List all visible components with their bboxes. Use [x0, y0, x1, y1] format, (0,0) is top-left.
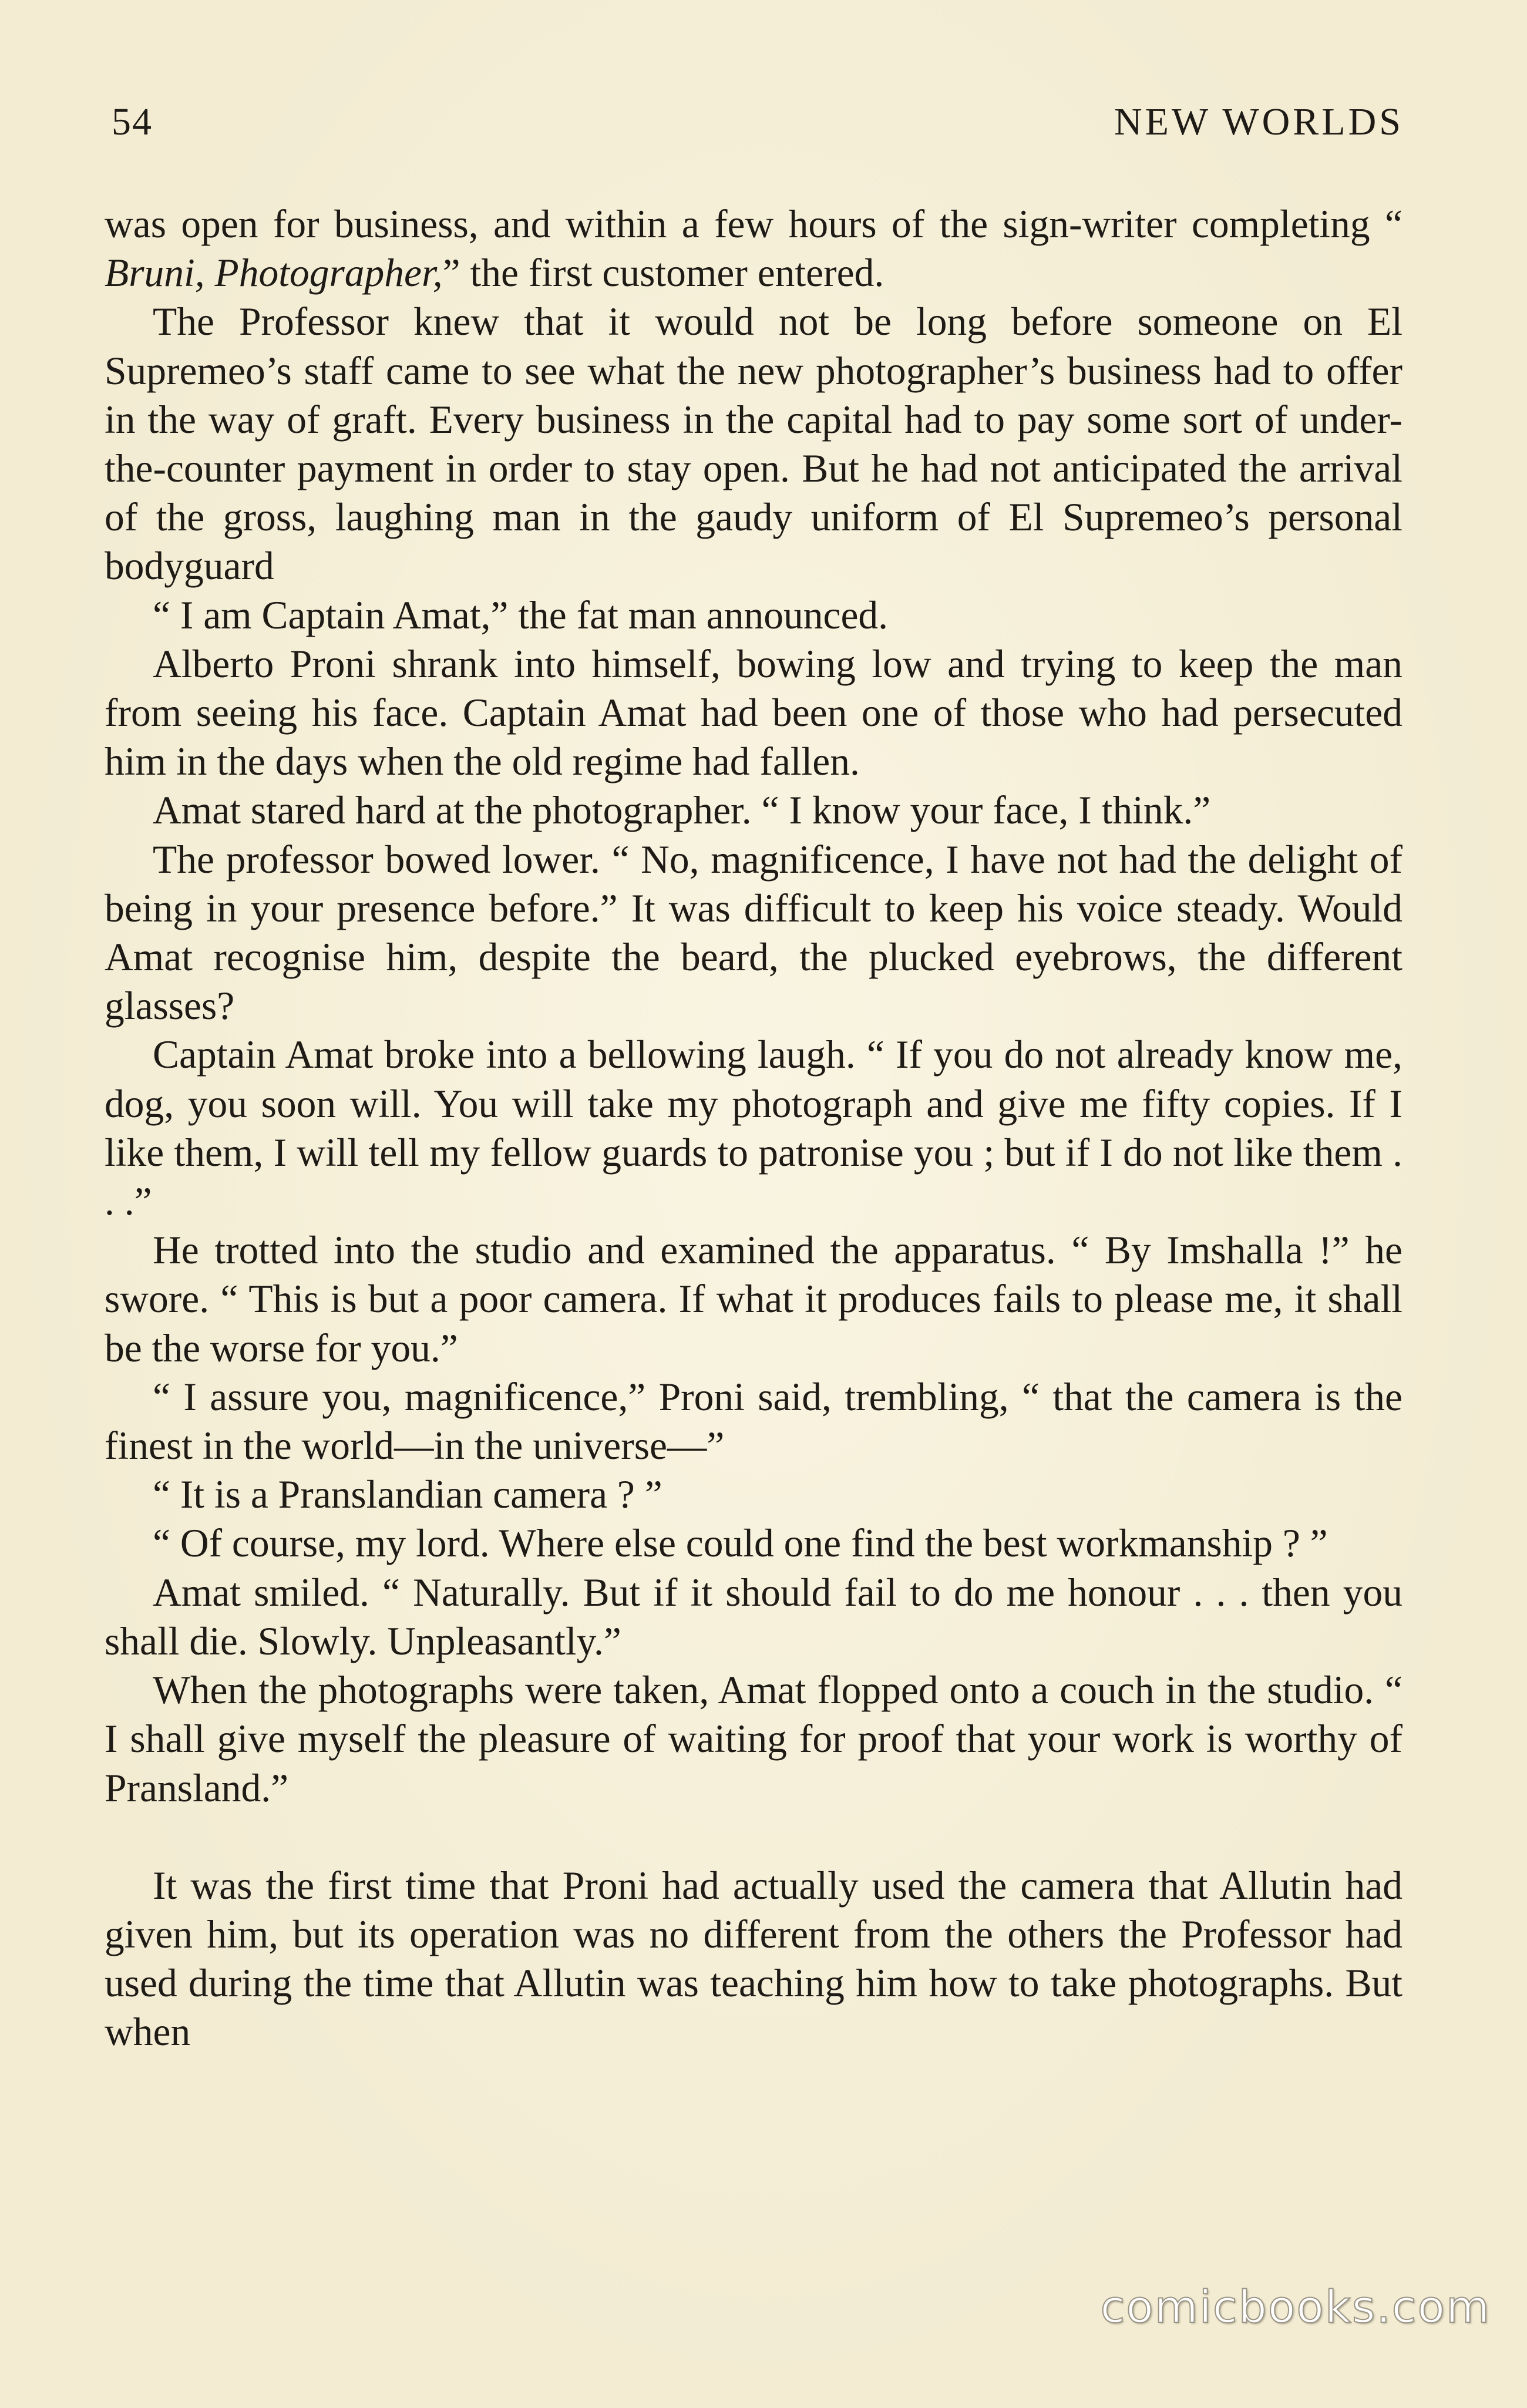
page-header: [112, 100, 1404, 164]
sign-title-italic: Bruni, Photographer,: [105, 251, 443, 295]
paragraph-3: “ I am Captain Amat,” the fat man announced.: [153, 593, 889, 637]
page-number: 54: [112, 100, 153, 143]
paragraph-1-end: ” the first customer entered.: [442, 251, 884, 295]
paragraph-2: The Professor knew that it would not be long before someone on El Supremeo’s staff came to see what the new photographer’s business had to offer in the way of graft. Every business in the capital had to pay some sort of under-the-counter payment in order to stay open. But he had not anticipated the arrival of the gross, laughing man in the gaudy uniform of El Supremeo’s personal bodyguard: [105, 300, 1402, 588]
paragraph-7: Captain Amat broke into a bellowing laugh. “ If you do not already know me, dog, you soon will. You will take my photograph and give me fifty copies. If I like them, I will tell my fellow guards to patronise you ; but if I do not like them . . .”: [105, 1033, 1402, 1224]
paragraph-6: The professor bowed lower. “ No, magnificence, I have not had the delight of being in your presence before.” It was difficult to keep his voice steady. Would Amat recognise him, despite the beard, the plucked eyebrows, the different glasses?: [105, 837, 1402, 1028]
paragraph-1-start: was open for business, and within a few hours of the sign-writer completing “: [105, 202, 1402, 246]
paragraph-11: “ Of course, my lord. Where else could one find the best workmanship ? ”: [153, 1521, 1328, 1566]
paragraph-14: It was the first time that Proni had actually used the camera that Allutin had given him, but its operation was no different from the others the Professor had used during the time that Allutin was teaching him how to take photographs. But when: [105, 1863, 1402, 2054]
paragraph-9: “ I assure you, magnificence,” Proni said, trembling, “ that the camera is the finest in the world—in the universe—”: [105, 1374, 1402, 1468]
paragraph-13: When the photographs were taken, Amat flopped onto a couch in the studio. “ I shall give myself the pleasure of waiting for proof that your work is worthy of Pransland.”: [105, 1668, 1402, 1810]
paragraph-12: Amat smiled. “ Naturally. But if it should fail to do me honour . . . then you shall die. Slowly. Unpleasantly.”: [105, 1570, 1402, 1663]
paragraph-10: “ It is a Pranslandian camera ? ”: [153, 1472, 662, 1517]
paragraph-1: [105, 200, 1402, 297]
paragraph-4: Alberto Proni shrank into himself, bowing low and trying to keep the man from seeing his face. Captain Amat had been one of those who had persecuted him in the days when the old regime had fallen.: [105, 641, 1402, 784]
running-head: NEW WORLDS: [1114, 100, 1404, 143]
site-watermark: comicbooks.com: [1100, 2281, 1491, 2333]
paragraph-5: Amat stared hard at the photographer. “ I know your face, I think.”: [153, 788, 1211, 833]
paragraph-8: He trotted into the studio and examined the apparatus. “ By Imshalla !” he swore. “ This is but a poor camera. If what it produces fails to please me, it shall be the worse for you.”: [105, 1228, 1402, 1370]
body-text: [105, 200, 1402, 2057]
